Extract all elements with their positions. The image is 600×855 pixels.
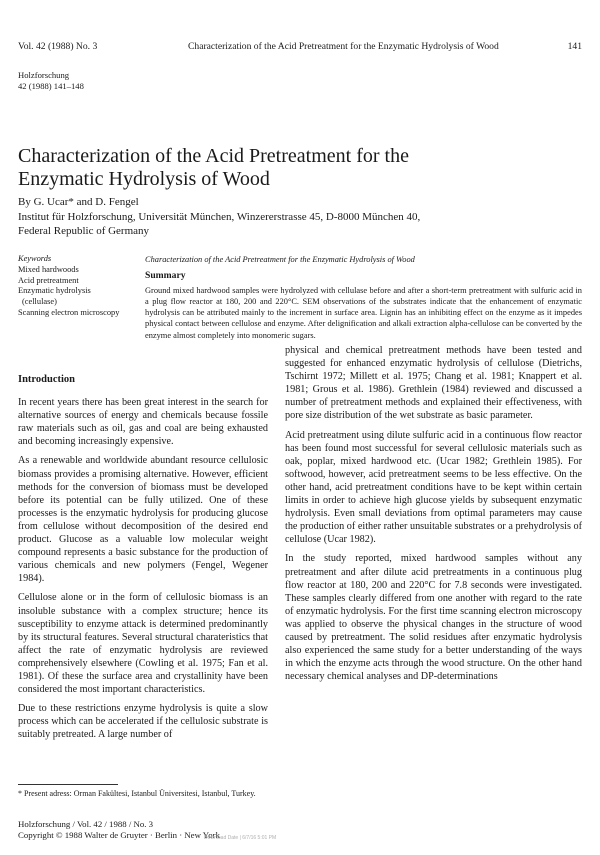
footnote: * Present adress: Orman Fakültesi, Istanbul Üniversitesi, Istanbul, Turkey.	[18, 789, 256, 798]
keyword-item: Mixed hardwoods	[18, 264, 79, 274]
page-footer	[18, 819, 220, 841]
body-paragraph: In the study reported, mixed hardwood samples without any pretreatment and after dilute acid pretreatments in a continuous plug flow reactor at 180, 200 and 220°C for 7.8 seconds were investigated. These samples clearly differed from one another with regard to the rate of enzymatic hydrolysis. For the first time scanning electron microscopy was applied to observe the physical changes in the structure of wood caused by pretreatment. The solid residues after enzymatic hydrolysis also experienced the same study for a better understanding of the ways in which the enzyme acts through the wood structure. On the other hand necessary chemical analyses and DP-determinations	[285, 553, 582, 683]
paper-title	[18, 145, 538, 191]
footer-journal: Holzforschung / Vol. 42 / 1988 / No. 3	[18, 819, 154, 829]
header-running-title: Characterization of the Acid Pretreatment for the Enzymatic Hydrolysis of Wood	[188, 41, 499, 52]
body-paragraph: Cellulose alone or in the form of cellulosic biomass is an insoluble substance with a complex structure; hence its susceptibility to enzyme attack is determined predominantly by its structural features. Several structural charateristics that affect the rate of enzymatic hydrolysis are reviewed comprehensively elsewhere (Cowling et al. 1975; Fan et al. 1981). Of these the surface area and crystallinity have been considered the most important characteristics.	[18, 592, 268, 696]
title-line-2: Enzymatic Hydrolysis of Wood	[18, 168, 270, 190]
body-column-left	[18, 373, 268, 747]
keyword-item: (cellulase)	[22, 297, 57, 307]
abstract-block	[145, 254, 582, 341]
authors: By G. Ucar* and D. Fengel	[18, 196, 139, 208]
keywords-heading: Keywords	[18, 254, 52, 263]
body-paragraph: Acid pretreatment using dilute sulfuric acid in a continuous flow reactor has been found most successful for several cellulosic materials such as oak, poplar, mixed hardwood etc. (Ucar 1982; Grethlein 1985). For softwood, however, acid pretreatment seems to be less effective. On the other hand, acid pretreatment conditions have to be kept within certain limits in order to achieve high glucose yields by subsequent enzymatic hydrolysis. Even small deviations from optimal parameters may cause the production of either rather unsuitable substrates or a prehydrolysis of cellulose (Ucar 1982).	[285, 429, 582, 546]
abstract-running-title: Characterization of the Acid Pretreatment for the Enzymatic Hydrolysis of Wood	[145, 255, 415, 264]
summary-text: Ground mixed hardwood samples were hydrolyzed with cellulase before and after a short-term pretreatment with sulfuric acid in a plug flow reactor at 180, 200 and 220°C. SEM observations of the substrates indicate that the enhancement of enzymatic hydrolysis can be attributed mainly to the increment in surface area. Lignin has an inhibiting effect on the enzyme as it impedes physical contact between cellulose and enzyme. After delignification and alkali extraction alpha-cellulose can be converted by the enzyme almost completely into monomeric sugars.	[145, 285, 582, 340]
body-paragraph: physical and chemical pretreatment methods have been tested and suggested for enhanced enzymatic hydrolysis of cellulose (Dietrichs, Tschirnt 1972; Millett et al. 1975; Chang et al. 1981; Knappert et al. 1981; Grous et al. 1986). Grethlein (1984) reviewed and discussed a number of pretreatment methods and explained their effectiveness, with pore size distribution of the wet substrate as basic parameter.	[285, 345, 582, 422]
journal-issue: 42 (1988) 141–148	[18, 81, 84, 91]
header-page-number: 141	[567, 41, 582, 52]
header-volume: Vol. 42 (1988) No. 3	[18, 41, 98, 52]
body-paragraph: In recent years there has been great interest in the search for alternative sources of energy and chemicals because fossile raw materials such as oil, gas and coal are being exhausted and becoming increasingly expensive.	[18, 397, 268, 448]
introduction-heading: Introduction	[18, 374, 75, 385]
footer-copyright: Copyright © 1988 Walter de Gruyter · Berlin · New York	[18, 830, 221, 840]
journal-reference	[18, 70, 84, 92]
download-watermark	[204, 835, 276, 842]
journal-name: Holzforschung	[18, 70, 70, 80]
download-date: Download Date | 6/7/16 5:01 PM	[204, 835, 277, 841]
affiliation-line-2: Federal Republic of Germany	[18, 225, 150, 237]
footnote-rule	[18, 784, 118, 785]
keyword-item: Scanning electron microscopy	[18, 307, 120, 317]
body-paragraph: As a renewable and worldwide abundant resource cellulosic biomass provides a promising alternative. However, efficient methods for the conversion of biomass must be developed before its potential can be fully utilized. One of these processes is the enzymatic hydrolysis for producing glucose from cellulose without decomposition of the desired end product. Glucose as a valuable low molecular weight compound represents a basic substance for the production of various chemicals and new polymers (Fengel, Wegener 1984).	[18, 455, 268, 585]
body-paragraph: Due to these restrictions enzyme hydrolysis is quite a slow process which can be accelerated if the cellulosic substrate is suitably pretreated. A large number of	[18, 703, 268, 741]
summary-heading: Summary	[145, 270, 186, 282]
keyword-item: Enzymatic hydrolysis	[18, 286, 91, 296]
keyword-item: Acid pretreatment	[18, 275, 79, 285]
keywords-block	[18, 254, 148, 319]
affiliation	[18, 210, 578, 238]
affiliation-line-1: Institut für Holzforschung, Universität München, Winzererstrasse 45, D-8000 München 40,	[18, 211, 421, 223]
title-line-1: Characterization of the Acid Pretreatment for the	[18, 145, 409, 167]
body-column-right	[285, 344, 582, 689]
